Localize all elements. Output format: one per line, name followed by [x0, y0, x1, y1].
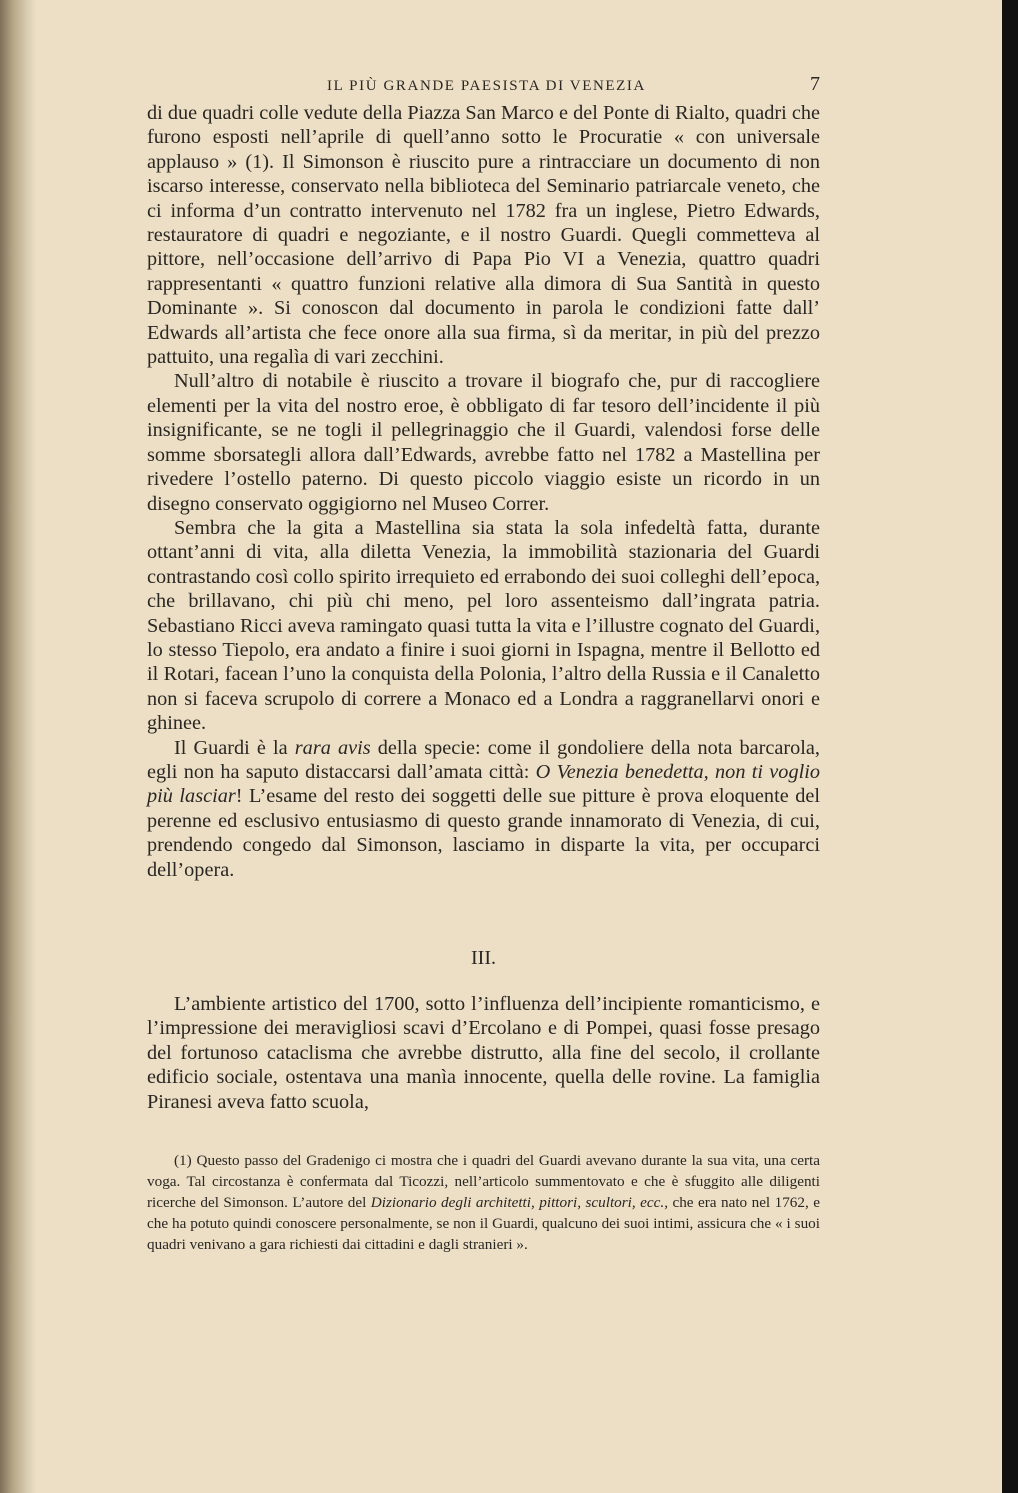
italic-quote: O Venezia benedetta, non ti voglio più lasciar [147, 760, 821, 808]
running-head [147, 73, 820, 96]
main-text [147, 101, 820, 882]
paragraph: L’ambiente artistico del 1700, sotto l’influenza dell’incipiente romanticismo, e l’impressione dei meravigliosi scavi d’Ercolano e di Pompei, quasi fosse presago del fortunoso cataclisma che avrebbe distrutto, alla fine del secolo, il crollante edificio sociale, ostentava una manìa innocente, quella delle rovine. La famiglia Piranesi aveva fatto scuola, [147, 993, 820, 1113]
paragraph [147, 736, 820, 882]
binding-gutter [0, 0, 36, 1493]
paragraph-text: Il Guardi è la [174, 736, 295, 759]
footnote-text [147, 1150, 820, 1255]
paragraph-text: della specie: come il gondoliere della nota barcarola, egli non ha saputo distaccarsi dall’amata città: [147, 736, 820, 783]
italic-phrase: rara avis [294, 736, 371, 759]
section-text [147, 992, 820, 1114]
page-number: 7 [810, 73, 820, 95]
running-head-title: IL PIÙ GRANDE PAESISTA DI VENEZIA [327, 78, 646, 94]
section-heading: III. [471, 947, 496, 969]
footnote-italic-title: Dizionario degli architetti, pittori, scultori, ecc. [370, 1194, 665, 1211]
footnote-part: (1) Questo passo del Gradenigo ci mostra che i quadri del Guardi avevano durante la sua vita, una certa voga. Tal circostanza è confermata dal Ticozzi, nell’articolo summentovato e che è sfuggito alle diligenti ricerche del Simonson. L’autore del [147, 1152, 820, 1211]
footnote [147, 1150, 820, 1255]
footnote-part: , che era nato nel 1762, e che ha potuto quindi conoscere personalmente, se non il Guardi, qualcuno dei suoi intimi, assicura che « i suoi quadri venivano a gara richiesti dai cittadini e dagli stranieri ». [147, 1194, 820, 1253]
page-edge-background [1002, 0, 1018, 1493]
paragraph: di due quadri colle vedute della Piazza San Marco e del Ponte di Rialto, quadri che furono esposti nell’aprile di quell’anno sotto le Procuratie « con universale applauso » (1). Il Simonson è riuscito pure a rintracciare un documento di non iscarso interesse, conservato nella biblioteca del Seminario patriarcale veneto, che ci informa d’un contratto intervenuto nel 1782 fra un inglese, Pietro Edwards, restauratore di quadri e negoziante, e il nostro Guardi. Quegli commetteva al pittore, nell’occasione dell’arrivo di Papa Pio VI a Venezia, quattro quadri rappresentanti « quattro funzioni relative alla dimora di Sua Santità in questo Dominante ». Si conoscon dal documento in parola le condizioni fatte dall’ Edwards all’artista che fece onore alla sua firma, sì da meritar, in più del prezzo pattuito, una regalìa di vari zecchini. [147, 102, 820, 369]
paragraph: Sembra che la gita a Mastellina sia stata la sola infedeltà fatta, durante ottant’anni di vita, alla diletta Venezia, la immobilità stazionaria del Guardi contrastando così collo spirito irrequieto ed errabondo dei suoi colleghi dell’epoca, che brillavano, chi più chi meno, pel loro assenteismo dall’ingrata patria. Sebastiano Ricci aveva ramingato quasi tutta la vita e l’illustre cognato del Guardi, lo stesso Tiepolo, era andato a finire i suoi giorni in Ispagna, mentre il Bellotto ed il Rotari, facean l’uno la conquista della Polonia, l’altro della Russia e il Canaletto non si faceva scrupolo di correre a Monaco ed a Londra a raggranellarvi onori e ghinee. [147, 516, 821, 735]
paragraph: Null’altro di notabile è riuscito a trovare il biografo che, pur di raccogliere elementi per la vita del nostro eroe, è obbligato di far tesoro dell’incidente il più insignificante, se ne togli il pellegrinaggio che il Guardi, valendosi forse delle somme sborsategli allora dall’Edwards, avrebbe fatto nel 1782 a Mastellina per rivedere l’ostello paterno. Di questo piccolo viaggio esiste un ricordo in un disegno conservato oggigiorno nel Museo Correr. [147, 370, 820, 515]
paragraph-text: ! L’esame del resto dei soggetti delle sue pitture è prova eloquente del perenne ed esclusivo entusiasmo di questo grande innamorato di Venezia, di cui, prendendo congedo dal Simonson, lasciamo in disparte la vita, per occuparci dell’opera. [147, 785, 820, 881]
